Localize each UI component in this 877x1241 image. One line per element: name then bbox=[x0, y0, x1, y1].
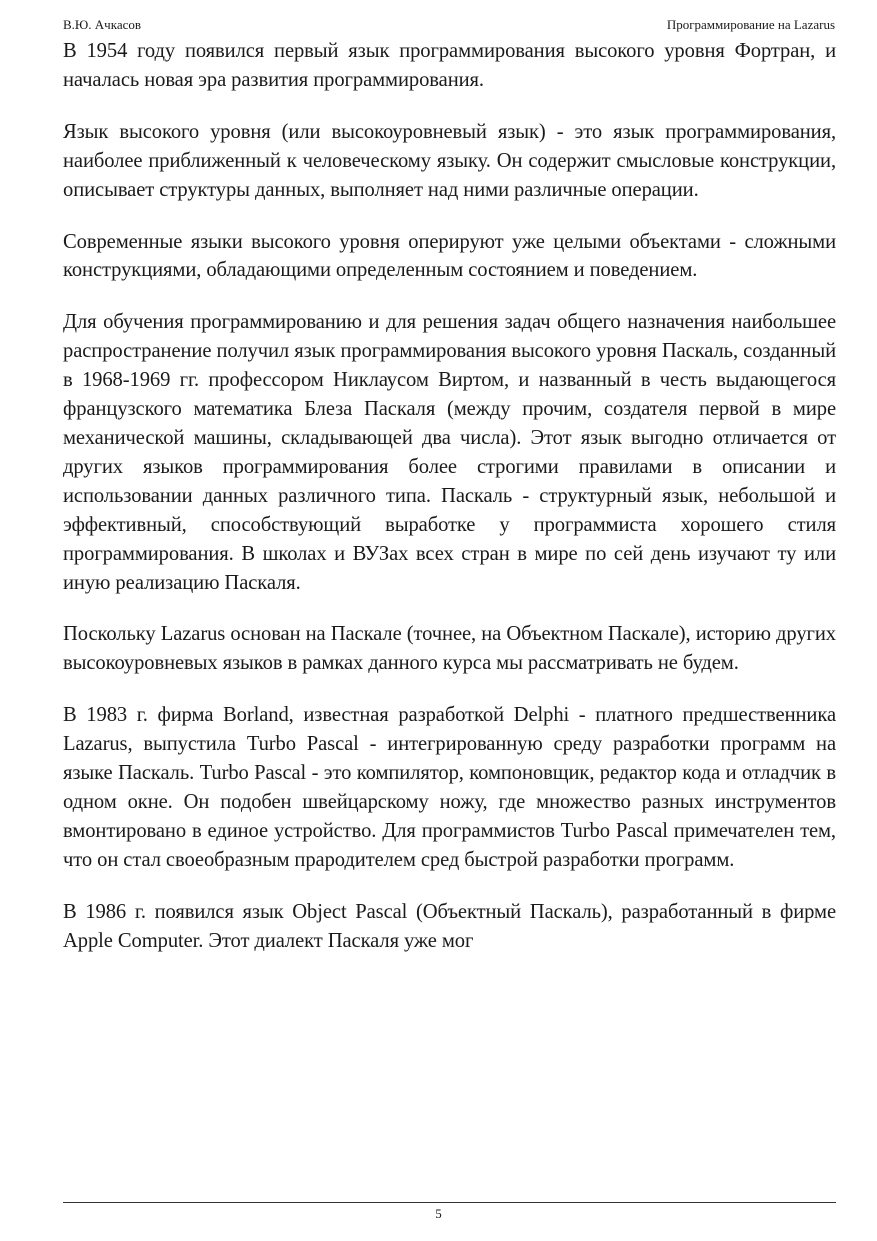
page-number: 5 bbox=[435, 1206, 442, 1221]
paragraph: Язык высокого уровня (или высокоуровневый язык) - это язык программирования, наиболее приближенный к человеческому языку. Он содержит смысловые конструкции, описывает структуры данных, выполняет над ними различные операции. bbox=[63, 120, 836, 201]
footer-divider bbox=[63, 1202, 836, 1203]
body-text bbox=[63, 37, 836, 978]
header-book-title: Программирование на Lazarus bbox=[666, 17, 835, 32]
paragraph: Поскольку Lazarus основан на Паскале (точнее, на Объектном Паскале), историю других высокоуровневых языков в рамках данного курса мы рассматривать не будем. bbox=[63, 623, 836, 675]
paragraph: В 1954 году появился первый язык программирования высокого уровня Фортран, и началась новая эра развития программирования. bbox=[63, 40, 836, 91]
header-author: В.Ю. Ачкасов bbox=[63, 17, 142, 32]
paragraph: Для обучения программированию и для решения задач общего назначения наибольшее распространение получил язык программирования высокого уровня Паскаль, созданный в 1968-1969 гг. профессором Никлаусом Виртом, и названный в честь выдающегося французского математика Блеза Паскаля (между прочим, создателя первой в мире механической машины, складывающей два числа). Этот язык выгодно отличается от других языков программирования более строгими правилами в описании и использовании данных различного типа. Паскаль - структурный язык, небольшой и эффективный, способствующий выработке у программиста хорошего стиля программирования. В школах и ВУЗах всех стран в мире по сей день изучают ту или иную реализацию Паскаля. bbox=[63, 311, 836, 594]
paragraph: В 1983 г. фирма Borland, известная разработкой Delphi - платного предшественника Lazarus, выпустила Turbo Pascal - интегрированную среду разработки программ на языке Паскаль. Turbo Pascal - это компилятор, компоновщик, редактор кода и отладчик в одном окне. Он подобен швейцарскому ножу, где множество разных инструментов вмонтировано в единое устройство. Для программистов Turbo Pascal примечателен тем, что он стал своеобразным прародителем сред быстрой разработки программ. bbox=[63, 704, 836, 871]
paragraph: В 1986 г. появился язык Object Pascal (Объектный Паскаль), разработанный в фирме Apple Computer. Этот диалект Паскаля уже мог bbox=[63, 900, 836, 952]
paragraph: Современные языки высокого уровня оперируют уже целыми объектами - сложными конструкциями, обладающими определенным состоянием и поведением. bbox=[63, 230, 836, 282]
running-header bbox=[63, 15, 835, 35]
